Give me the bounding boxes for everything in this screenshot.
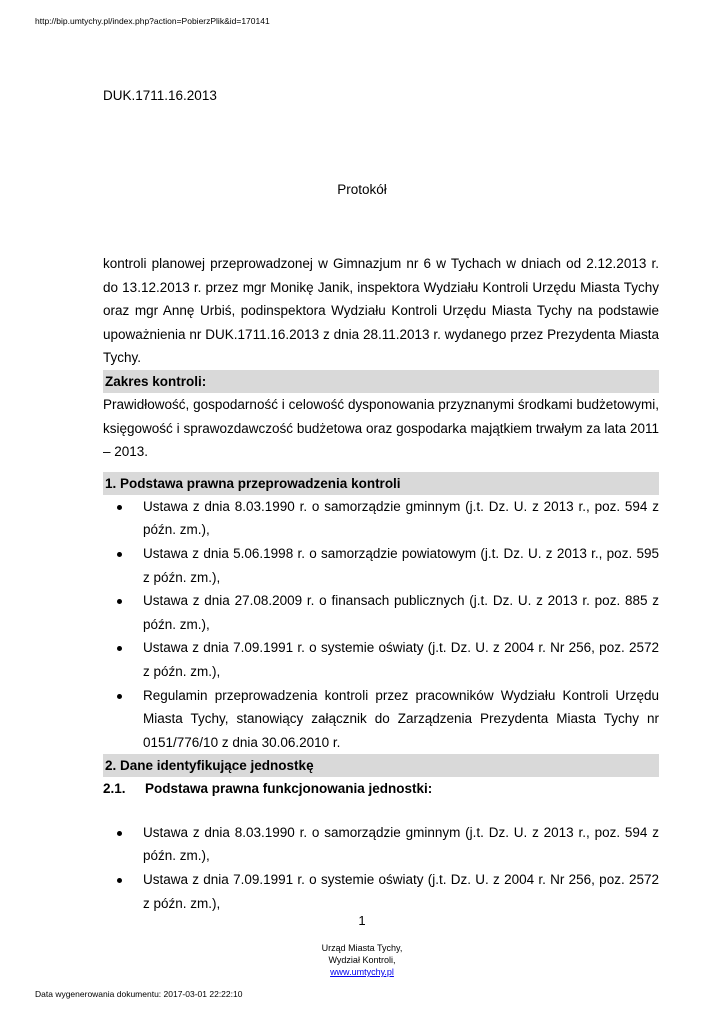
bullet-icon: [117, 831, 122, 836]
list-item: [103, 821, 659, 868]
bullet-icon: [117, 599, 122, 604]
document-title: Protokół: [337, 182, 387, 197]
footer-office: Urząd Miasta Tychy,: [321, 943, 403, 953]
list-item: [103, 542, 659, 589]
document-number: DUK.1711.16.2013: [103, 88, 217, 103]
subsection-title: Podstawa prawna funkcjonowania jednostki:: [145, 781, 433, 797]
document-body: [103, 252, 659, 915]
list-item-text: Ustawa z dnia 27.08.2009 r. o finansach publicznych (j.t. Dz. U. z 2013 r. poz. 885 z późn. zm.),: [143, 593, 659, 632]
list-item-text: Ustawa z dnia 7.09.1991 r. o systemie oświaty (j.t. Dz. U. z 2004 r. Nr 256, poz. 2572 z późn. zm.),: [143, 872, 659, 911]
list-item: [103, 684, 659, 755]
list-item-text: Ustawa z dnia 8.03.1990 r. o samorządzie gminnym (j.t. Dz. U. z 2013 r., poz. 594 z późn. zm.),: [143, 824, 659, 864]
section-2-list: [103, 821, 659, 915]
footer-website-link[interactable]: www.umtychy.pl: [330, 967, 394, 977]
list-item-text: Ustawa z dnia 7.09.1991 r. o systemie oświaty (j.t. Dz. U. z 2004 r. Nr 256, poz. 2572 z późn. zm.),: [143, 640, 659, 679]
source-url: http://bip.umtychy.pl/index.php?action=PobierzPlik&id=170141: [35, 16, 270, 26]
list-item-text: Ustawa z dnia 8.03.1990 r. o samorządzie gminnym (j.t. Dz. U. z 2013 r., poz. 594 z późn. zm.),: [143, 498, 659, 538]
list-item: [103, 636, 659, 683]
footer-department: Wydział Kontroli,: [328, 955, 396, 965]
list-item: [103, 868, 659, 915]
page-number: 1: [358, 913, 366, 928]
section-2-heading: 2. Dane identyfikujące jednostkę: [103, 754, 659, 777]
bullet-icon: [117, 552, 122, 557]
generation-date: Data wygenerowania dokumentu: 2017-03-01 22:22:10: [35, 989, 243, 999]
bullet-icon: [117, 646, 122, 651]
subsection-number: 2.1.: [103, 781, 126, 797]
scope-paragraph: Prawidłowość, gospodarność i celowość dysponowania przyznanymi środkami budżetowymi, księgowość i sprawozdawczość budżetowa oraz gospodarka majątkiem trwałym za lata 2011 – 2013.: [103, 396, 659, 460]
bullet-icon: [117, 505, 122, 510]
subsection-2-1-heading: [103, 777, 659, 801]
bullet-icon: [117, 878, 122, 883]
list-item: [103, 589, 659, 636]
page-footer: [0, 942, 724, 978]
list-item-text: Ustawa z dnia 5.06.1998 r. o samorządzie powiatowym (j.t. Dz. U. z 2013 r., poz. 595 z późn. zm.),: [143, 545, 659, 585]
scope-heading: Zakres kontroli:: [103, 370, 659, 393]
list-item-text: Regulamin przeprowadzenia kontroli przez pracowników Wydziału Kontroli Urzędu Miasta Tychy, stanowiący załącznik do Zarządzenia Prezydenta Miasta Tychy nr 0151/776/10 z dnia 30.06.2010 r.: [143, 687, 659, 750]
section-1-heading: 1. Podstawa prawna przeprowadzenia kontroli: [103, 472, 659, 495]
intro-paragraph: kontroli planowej przeprowadzonej w Gimnazjum nr 6 w Tychach w dniach od 2.12.2013 r. do 13.12.2013 r. przez mgr Monikę Janik, inspektora Wydziału Kontroli Urzędu Miasta Tychy oraz mgr Annę Urbiś, podinspektora Wydziału Kontroli Urzędu Miasta Tychy na podstawie upoważnienia nr DUK.1711.16.2013 z dnia 28.11.2013 r. wydanego przez Prezydenta Miasta Tychy.: [103, 256, 659, 366]
bullet-icon: [117, 694, 122, 699]
section-1-list: [103, 495, 659, 755]
list-item: [103, 495, 659, 542]
